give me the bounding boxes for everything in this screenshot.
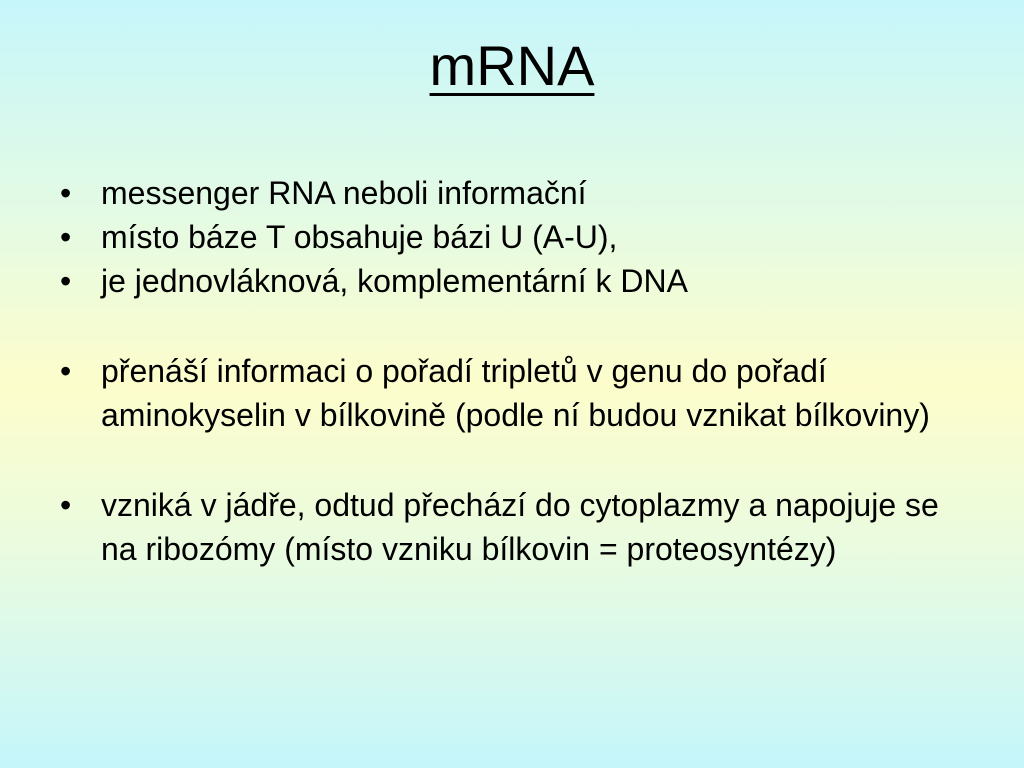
bullet-text: vzniká v jádře, odtud přechází do cytoplazmy a napojuje se na ribozómy (místo vzniku bílkovin = proteosyntézy) xyxy=(101,487,939,567)
spacer xyxy=(60,303,980,349)
bullet-dot-icon: • xyxy=(60,263,72,299)
bullet-item xyxy=(60,349,980,437)
bullet-item xyxy=(60,483,980,571)
bullet-item xyxy=(60,215,980,259)
spacer xyxy=(60,437,980,483)
bullet-dot-icon: • xyxy=(60,487,72,523)
bullet-text: messenger RNA neboli informační xyxy=(101,175,587,211)
slide-title: mRNA xyxy=(429,34,595,97)
bullet-text: přenáší informaci o pořadí tripletů v genu do pořadí aminokyselin v bílkovině (podle ní budou vznikat bílkoviny) xyxy=(101,353,930,433)
bullet-text: je jednovláknová, komplementární k DNA xyxy=(101,263,688,299)
bullet-dot-icon: • xyxy=(60,175,72,211)
bullet-item xyxy=(60,259,980,303)
bullet-list xyxy=(60,171,980,571)
bullet-dot-icon: • xyxy=(60,353,72,389)
bullet-dot-icon: • xyxy=(60,219,72,255)
bullet-item xyxy=(60,171,980,215)
bullet-text: místo báze T obsahuje bázi U (A-U), xyxy=(101,219,618,255)
